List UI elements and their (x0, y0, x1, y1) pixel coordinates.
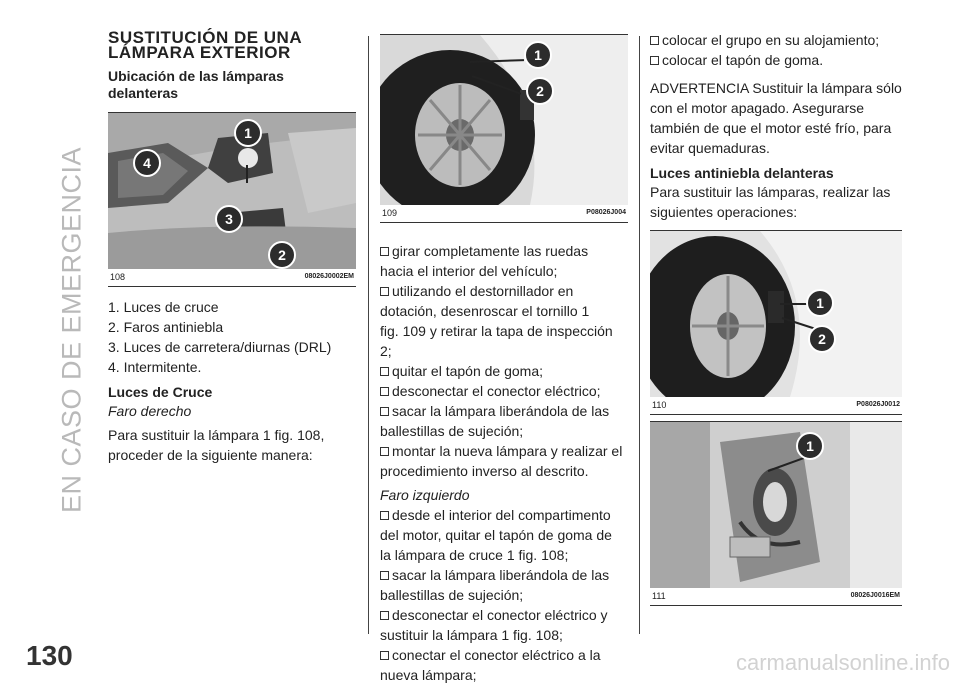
column-divider (639, 36, 640, 634)
checkbox-icon (380, 287, 389, 296)
figure-108 (108, 112, 356, 287)
paragraph: Para sustituir las lámparas, realizar las siguientes operaciones: (650, 184, 891, 220)
list-item: 4. Intermitente. (108, 359, 202, 375)
checkbox-icon (380, 447, 389, 456)
checkbox-icon (380, 407, 389, 416)
callout-1: 1 (234, 119, 262, 147)
column-2 (380, 34, 628, 685)
parts-list (108, 297, 356, 377)
checkbox-icon (380, 571, 389, 580)
checkbox-icon (380, 247, 389, 256)
steps-left-headlamp: desde el interior del compartimento del motor, quitar el tapón de goma de la lámpara de cruce 1 fig. 108; sacar la lámpara liberándola de las ballestillas de sujeción; desconectar el conector eléctrico y sustituir la lámpara 1 fig. 108; conectar el conector eléctrico a la nueva lámpara; (380, 507, 612, 683)
callout-2: 2 (268, 241, 296, 269)
figure-111 (650, 421, 902, 606)
figure-110 (650, 230, 902, 415)
fog-lamp-access-illustration (650, 231, 902, 397)
subsection-title: Ubicación de las lámparas delanteras (108, 68, 284, 101)
list-item: 1. Luces de cruce (108, 299, 219, 315)
callout-3: 3 (215, 205, 243, 233)
section-side-title: EN CASO DE EMERGENCIA (56, 146, 87, 514)
list-item: 3. Luces de carretera/diurnas (DRL) (108, 339, 332, 355)
subsection-heading: Luces de Cruce (108, 384, 213, 400)
figure-111-image (650, 422, 902, 588)
checkbox-icon (380, 367, 389, 376)
italic-subheading: Faro izquierdo (380, 487, 470, 503)
callout-4: 4 (133, 149, 161, 177)
figure-caption: 110 P08026J0012 (652, 400, 900, 410)
figure-109 (380, 34, 628, 223)
callout-1: 1 (796, 432, 824, 460)
figure-caption: 108 08026J0002EM (110, 272, 354, 282)
fog-lamp-bulb-illustration (650, 422, 902, 588)
figure-caption: 109 P08026J004 (382, 208, 626, 218)
list-item: 2. Faros antiniebla (108, 319, 224, 335)
figure-108-image (108, 113, 356, 269)
page-number: 130 (26, 640, 73, 671)
callout-1: 1 (806, 289, 834, 317)
checkbox-icon (650, 56, 659, 65)
checkbox-icon (380, 511, 389, 520)
callout-2: 2 (526, 77, 554, 105)
subsection-heading: Luces antiniebla delanteras (650, 165, 834, 181)
checkbox-icon (380, 387, 389, 396)
checkbox-icon (380, 651, 389, 660)
watermark-text: carmanualsonline.info (735, 650, 950, 675)
steps-right-headlamp: girar completamente las ruedas hacia el interior del vehículo; utilizando el destornillador en dotación, desenroscar el tornillo 1 fig. 109 y retirar la tapa de inspección 2; quitar el tapón de goma; desconectar el conector eléctrico; sacar la lámpara liberándola de las ballestillas de sujeción; montar la nueva lámpara y realizar el procedimiento inverso al descrito. (380, 243, 623, 479)
section-title: SUSTITUCIÓN DE UNA LÁMPARA EXTERIOR (108, 28, 303, 62)
column-1 (108, 30, 356, 465)
paragraph: Para sustituir la lámpara 1 fig. 108, proceder de la siguiente manera: (108, 427, 325, 463)
checkbox-icon (380, 611, 389, 620)
column-3: colocar el grupo en su alojamiento; colocar el tapón de goma. ADVERTENCIA Sustituir la lámpara sólo con el motor apagado. Asegurarse también de que el motor esté frío, para evitar quemaduras. Luces antiniebla delanteras Para sustituir las lámparas, realizar las siguientes operaciones: 1 2 110 P08026J0012 1 111 08026J0016EM (650, 30, 902, 606)
car-front-illustration (108, 113, 356, 269)
warning-paragraph: ADVERTENCIA Sustituir la lámpara sólo con el motor apagado. Asegurarse también de que el motor esté frío, para evitar quemaduras. (650, 80, 902, 156)
column-divider (368, 36, 369, 634)
callout-2: 2 (808, 325, 836, 353)
figure-caption: 111 08026J0016EM (652, 591, 900, 601)
figure-110-image (650, 231, 902, 397)
checkbox-icon (650, 36, 659, 45)
figure-109-image (380, 35, 628, 205)
callout-1: 1 (524, 41, 552, 69)
italic-subheading: Faro derecho (108, 403, 192, 419)
